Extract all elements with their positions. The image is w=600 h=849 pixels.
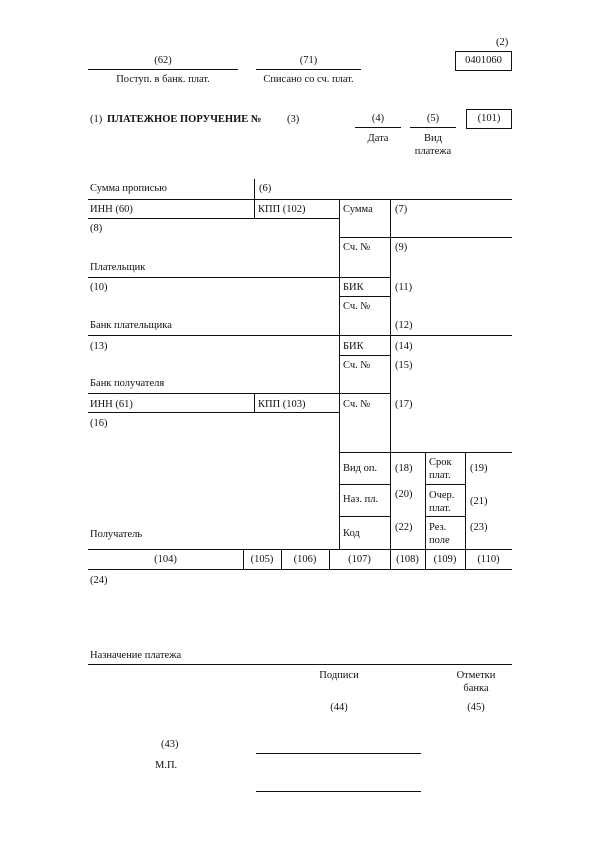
form-code-box: 0401060 (455, 51, 512, 71)
signature-line-1 (256, 753, 421, 754)
order-line (425, 516, 465, 517)
payer-label: Плательщик (90, 262, 146, 273)
payee-bank-bik-code: (14) (395, 341, 413, 352)
signatures-code: (44) (330, 702, 348, 713)
payee-bank-code: (13) (90, 341, 108, 352)
payee-inn-divider (254, 393, 255, 412)
code-code: (22) (395, 522, 413, 533)
payee-name-code: (16) (90, 418, 108, 429)
op-type-code: (18) (395, 463, 413, 474)
payer-name-code: (8) (90, 223, 103, 234)
payee-bank-account-label: Сч. № (343, 360, 371, 371)
purpose-type-line (339, 516, 390, 517)
field-4: (4) (371, 113, 385, 124)
payee-inn: ИНН (61) (90, 399, 133, 410)
field-3: (3) (287, 114, 300, 125)
term-line (425, 484, 465, 485)
payee-bank-account-code: (15) (395, 360, 413, 371)
term-label-2: плат. (429, 470, 451, 481)
codes-col-line-2 (465, 452, 466, 549)
field-62: (62) (154, 55, 172, 66)
budget-row-top (88, 549, 512, 550)
payer-bank-label: Банк плательщика (90, 320, 172, 331)
purpose-bottom-line (88, 664, 512, 665)
stamp-code: (43) (161, 739, 179, 750)
sum-words-divider (254, 179, 255, 199)
budget-cell: (108) (396, 554, 419, 565)
bank-marks-label: Отметки (456, 670, 496, 681)
purpose-code: (24) (90, 575, 108, 586)
reserve-label: Рез. (429, 522, 447, 533)
signatures-label: Подписи (319, 670, 359, 681)
field-1: (1) (90, 114, 103, 125)
payer-inn-line (88, 218, 339, 219)
date-label: Дата (367, 133, 389, 144)
date-line (355, 127, 401, 128)
budget-cell: (109) (433, 554, 457, 565)
reserve-code: (23) (470, 522, 488, 533)
code-label: Код (343, 528, 360, 539)
payee-bank-bottom-line (88, 393, 390, 394)
purpose-type-label: Наз. пл. (343, 494, 379, 505)
sum-code: (7) (395, 204, 408, 215)
reserve-label-2: поле (429, 535, 450, 546)
purpose-type-code: (20) (395, 489, 413, 500)
table-col-line-2 (390, 199, 391, 549)
purpose-label: Назначение платежа (90, 650, 182, 661)
payer-kpp: КПП (102) (258, 204, 306, 215)
field-71: (71) (299, 55, 318, 66)
op-type-label: Вид оп. (343, 463, 378, 474)
bank-marks-label-2: банка (463, 683, 489, 694)
payee-bank-label: Банк получателя (90, 378, 165, 389)
payer-account-code: (9) (395, 242, 408, 253)
received-line (88, 69, 238, 70)
budget-cell: (107) (348, 554, 371, 565)
sum-words-label: Сумма прописью (90, 183, 168, 194)
budget-cell: (105) (250, 554, 274, 565)
signature-line-2 (256, 791, 421, 792)
payee-kpp: КПП (103) (258, 399, 306, 410)
budget-cell: (106) (293, 554, 317, 565)
payment-type-label-2: платежа (414, 146, 452, 157)
field-101-box: (101) (466, 109, 512, 129)
codes-col-line-1 (425, 452, 426, 549)
table-col-line-1 (339, 199, 340, 549)
field-5: (5) (426, 113, 440, 124)
budget-cell: (104) (154, 554, 177, 565)
form-number-code: (2) (496, 37, 509, 48)
payer-bank-bik-label: БИК (343, 282, 364, 293)
debited-label: Списано со сч. плат. (263, 74, 354, 85)
stamp-label: М.П. (155, 760, 178, 771)
payer-bottom-line (88, 277, 390, 278)
payer-inn: ИНН (60) (90, 204, 133, 215)
order-label: Очер. (429, 490, 455, 501)
payee-account-label: Сч. № (343, 399, 371, 410)
budget-cell: (110) (477, 554, 500, 565)
sum-bottom-line (339, 237, 512, 238)
term-code: (19) (470, 463, 488, 474)
table-top-line (88, 199, 512, 200)
payer-bank-code: (10) (90, 282, 108, 293)
payment-type-label: Вид (424, 133, 442, 144)
debited-line (256, 69, 361, 70)
payee-inn-line (88, 412, 339, 413)
received-label: Поступ. в банк. плат. (116, 74, 210, 85)
order-code: (21) (470, 496, 488, 507)
payee-account-code: (17) (395, 399, 413, 410)
page-title: ПЛАТЕЖНОЕ ПОРУЧЕНИЕ № (107, 114, 262, 125)
sum-label: Сумма (343, 204, 373, 215)
payer-bank-bik-code: (11) (395, 282, 413, 293)
payer-bank-bik-line (339, 296, 390, 297)
payer-inn-divider (254, 199, 255, 218)
payer-bank-account-code: (12) (395, 320, 413, 331)
payer-bank-bottom-line (88, 335, 512, 336)
payment-type-line (410, 127, 456, 128)
payee-bank-bik-label: БИК (343, 341, 364, 352)
term-label: Срок (429, 457, 452, 468)
bank-marks-code: (45) (467, 702, 485, 713)
sum-words-code: (6) (259, 183, 272, 194)
payee-label: Получатель (90, 529, 143, 540)
payer-account-label: Сч. № (343, 242, 371, 253)
order-label-2: плат. (429, 503, 451, 514)
op-type-line (339, 484, 390, 485)
payer-bank-account-label: Сч. № (343, 301, 371, 312)
payee-bank-bik-line (339, 355, 390, 356)
budget-row-bottom (88, 569, 512, 570)
